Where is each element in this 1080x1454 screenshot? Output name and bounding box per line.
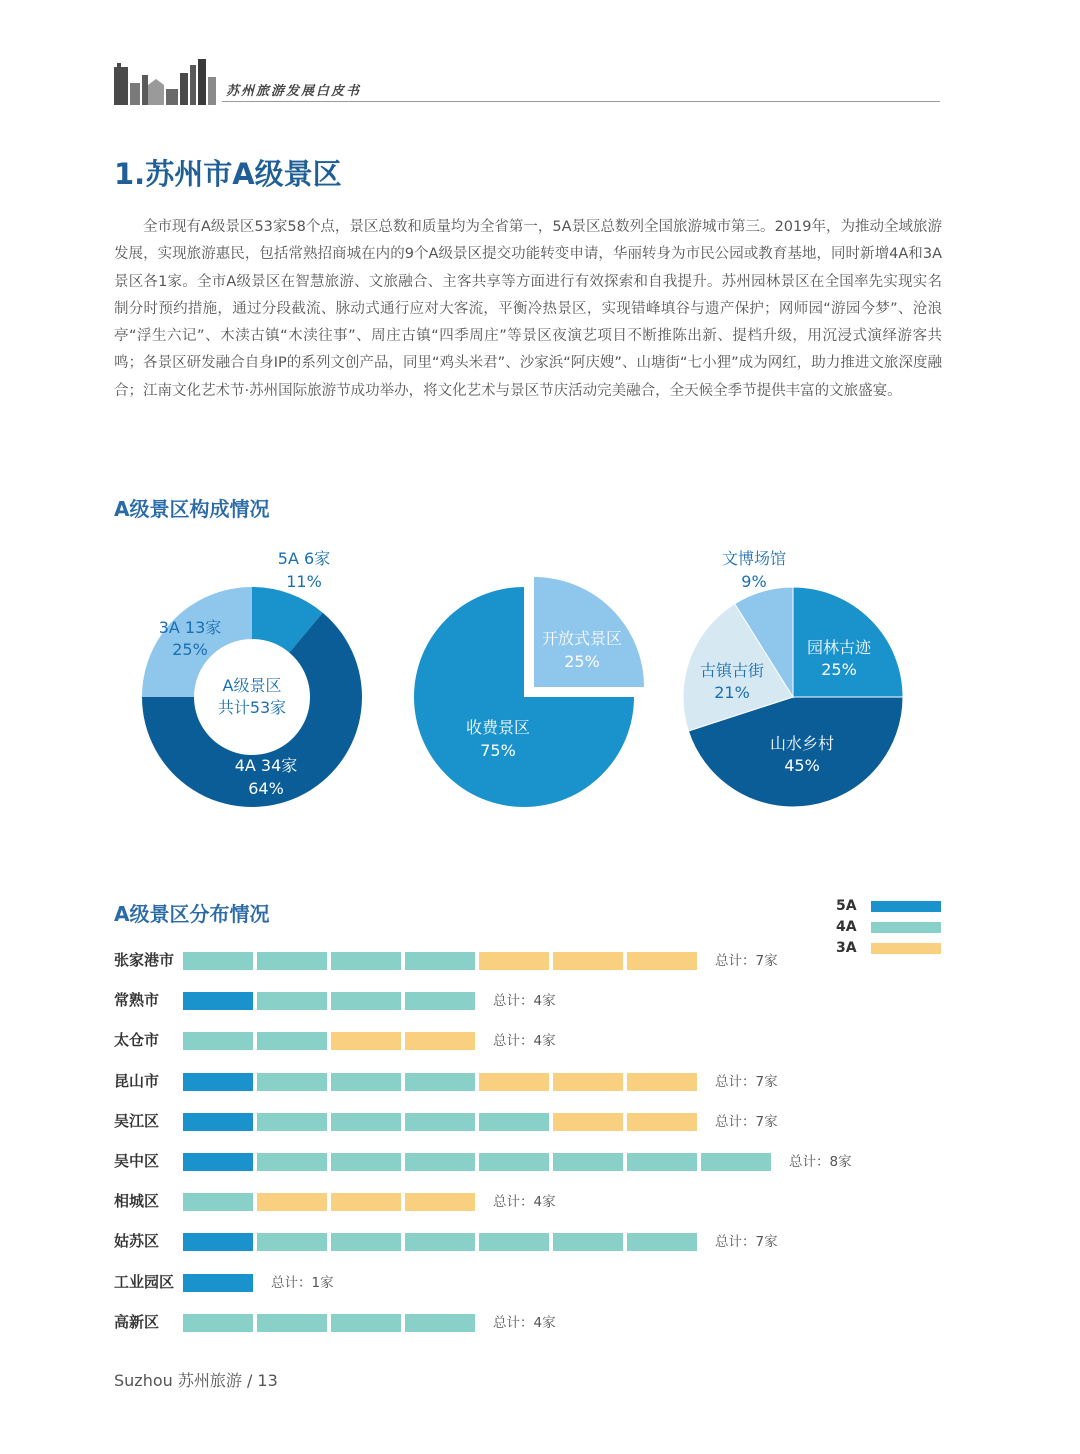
intro-paragraph: 全市现有A级景区53家58个点，景区总数和质量均为全省第一，5A景区总数列全国旅游城市第三。2019年，为推动全域旅游发展，实现旅游惠民，包括常熟招商城在内的9个A级景区提交功能转变申请，华丽转身为市民公园或教育基地，同时新增4A和3A景区各1家。全市A级景区在智慧旅游、文旅融合、主客共享等方面进行有效探索和自我提升。苏州园林景区在全国率先实现实名制分时预约措施，通过分段截流、脉动式通行应对大客流，平衡冷热景区，实现错峰填谷与遗产保护；网师园“游园今梦”、沧浪亭“浮生六记”、木渎古镇“木渎往事”、周庄古镇“四季周庄”等景区夜演艺项目不断推陈出新、提档升级，用沉浸式演绎游客共鸣；各景区研发融合自身IP的系列文创产品，同里“鸡头米君”、沙家浜“阿庆嫂”、山塘街“七小狸”成为网红，助力推进文旅深度融合；江南文化艺术节·苏州国际旅游节成功举办，将文化艺术与景区节庆活动完美融合，全天候全季节提供丰富的文旅盛宴。 bbox=[114, 219, 942, 399]
bar-segment-5a bbox=[183, 992, 253, 1010]
bar-row bbox=[114, 1111, 934, 1131]
bar-total-label: 总计：4家 bbox=[493, 1314, 556, 1331]
bar-segment-3a bbox=[479, 952, 549, 970]
bar-segment-4a bbox=[257, 1233, 327, 1251]
bar-row bbox=[114, 1312, 934, 1332]
composition-title: A级景区构成情况 bbox=[114, 497, 270, 521]
bar-row bbox=[114, 1191, 934, 1211]
pie-label-landscape-village: 山水乡村 bbox=[769, 734, 835, 753]
bar-segment-4a bbox=[331, 992, 401, 1010]
bar-segment-4a bbox=[183, 1314, 253, 1332]
bar-category-label: 吴江区 bbox=[114, 1111, 160, 1130]
pie-percent-paid-scenic: 75% bbox=[480, 741, 516, 760]
bar-segment-3a bbox=[331, 1193, 401, 1211]
bar-segment-4a bbox=[257, 1314, 327, 1332]
bar-total-label: 总计：7家 bbox=[715, 1234, 778, 1251]
bar-segment-3a bbox=[627, 1073, 697, 1091]
pie-label-garden-heritage: 园林古迹 bbox=[806, 638, 872, 657]
bar-category-label: 昆山市 bbox=[114, 1071, 160, 1090]
bar-segment-4a bbox=[331, 1073, 401, 1091]
pie-percent-museum: 9% bbox=[741, 572, 767, 591]
bar-total-label: 总计：1家 bbox=[271, 1274, 334, 1291]
bar-segment-4a bbox=[331, 1153, 401, 1171]
section-title: 1.苏州市A级景区 bbox=[114, 157, 342, 191]
header-divider bbox=[222, 101, 940, 102]
bar-segment-3a bbox=[331, 1032, 401, 1050]
bar-segment-5a bbox=[183, 1153, 253, 1171]
bar-total-label: 总计：4家 bbox=[493, 993, 556, 1010]
bar-segment-4a bbox=[257, 1113, 327, 1131]
bar-segment-4a bbox=[331, 952, 401, 970]
bar-category-label: 常熟市 bbox=[114, 991, 160, 1010]
bar-segment-4a bbox=[627, 1153, 697, 1171]
bar-segment-4a bbox=[183, 952, 253, 970]
bar-segment-3a bbox=[553, 1073, 623, 1091]
donut-percent-5a: 11% bbox=[286, 572, 322, 591]
bar-segment-4a bbox=[257, 1153, 327, 1171]
donut-label-3a: 3A 13家 bbox=[158, 618, 222, 637]
bar-row bbox=[114, 1272, 934, 1292]
bar-segment-4a bbox=[405, 1314, 475, 1332]
bar-total-label: 总计：4家 bbox=[493, 1194, 556, 1211]
bar-segment-4a bbox=[257, 992, 327, 1010]
bar-segment-4a bbox=[479, 1233, 549, 1251]
bar-category-label: 吴中区 bbox=[114, 1152, 160, 1170]
bar-segment-5a bbox=[183, 1073, 253, 1091]
distribution-title: A级景区分布情况 bbox=[114, 902, 270, 926]
bar-segment-5a bbox=[183, 1274, 253, 1292]
bar-total-label: 总计：4家 bbox=[493, 1033, 556, 1050]
pie-label-paid-scenic: 收费景区 bbox=[465, 718, 531, 737]
bar-segment-4a bbox=[257, 1073, 327, 1091]
bar-row bbox=[114, 990, 934, 1010]
page-footer: Suzhou 苏州旅游 / 13 bbox=[114, 1371, 278, 1390]
bar-segment-4a bbox=[553, 1153, 623, 1171]
legend-swatch-5a bbox=[871, 901, 941, 912]
bar-category-label: 太仓市 bbox=[114, 1031, 160, 1050]
bar-segment-4a bbox=[183, 1193, 253, 1211]
bar-segment-3a bbox=[553, 1113, 623, 1131]
bar-segment-3a bbox=[257, 1193, 327, 1211]
pie-label-ancient-town: 古镇古街 bbox=[699, 661, 765, 680]
bar-segment-3a bbox=[627, 952, 697, 970]
city-skyline-logo bbox=[112, 55, 220, 105]
bar-segment-3a bbox=[405, 1193, 475, 1211]
bar-segment-4a bbox=[627, 1233, 697, 1251]
bar-segment-4a bbox=[405, 1153, 475, 1171]
legend-label-5a: 5A bbox=[836, 898, 857, 914]
bar-segment-4a bbox=[331, 1113, 401, 1131]
legend-label-3a: 3A bbox=[836, 940, 857, 956]
bar-row bbox=[114, 950, 934, 970]
bar-category-label: 相城区 bbox=[114, 1192, 160, 1211]
bar-segment-4a bbox=[553, 1233, 623, 1251]
bar-segment-4a bbox=[405, 1073, 475, 1091]
bar-row bbox=[114, 1030, 934, 1050]
donut-percent-3a: 25% bbox=[172, 640, 208, 659]
composition-charts bbox=[0, 530, 1080, 820]
donut-center-label: A级景区 bbox=[222, 676, 282, 695]
bar-segment-4a bbox=[331, 1314, 401, 1332]
bar-segment-4a bbox=[183, 1032, 253, 1050]
header-title: 苏州旅游发展白皮书 bbox=[226, 84, 362, 99]
bar-segment-4a bbox=[479, 1153, 549, 1171]
bar-row bbox=[114, 1071, 934, 1091]
pie-percent-ancient-town: 21% bbox=[714, 683, 750, 702]
legend-swatch-4a bbox=[871, 922, 941, 933]
pie-label-museum: 文博场馆 bbox=[721, 549, 787, 568]
bar-segment-5a bbox=[183, 1233, 253, 1251]
bar-row bbox=[114, 1151, 934, 1171]
bar-segment-4a bbox=[479, 1113, 549, 1131]
donut-center-total: 共计53家 bbox=[217, 698, 287, 717]
bar-total-label: 总计：8家 bbox=[789, 1154, 852, 1170]
bar-total-label: 总计：7家 bbox=[715, 953, 778, 969]
pie-percent-open-scenic: 25% bbox=[564, 652, 600, 671]
pie-percent-garden-heritage: 25% bbox=[821, 660, 857, 679]
bar-category-label: 张家港市 bbox=[114, 951, 175, 969]
pie-label-open-scenic: 开放式景区 bbox=[541, 629, 623, 648]
bar-segment-3a bbox=[405, 1032, 475, 1050]
bar-row bbox=[114, 1231, 934, 1251]
bar-total-label: 总计：7家 bbox=[715, 1113, 778, 1130]
donut-label-5a: 5A 6家 bbox=[277, 549, 331, 568]
donut-label-4a: 4A 34家 bbox=[234, 756, 298, 775]
bar-segment-4a bbox=[331, 1233, 401, 1251]
bar-segment-4a bbox=[257, 1032, 327, 1050]
bar-segment-4a bbox=[257, 952, 327, 970]
bar-total-label: 总计：7家 bbox=[715, 1073, 778, 1090]
bar-segment-3a bbox=[553, 952, 623, 970]
bar-category-label: 姑苏区 bbox=[114, 1232, 160, 1251]
donut-percent-4a: 64% bbox=[248, 779, 284, 798]
bar-category-label: 工业园区 bbox=[114, 1272, 175, 1291]
bar-segment-4a bbox=[701, 1153, 771, 1171]
bar-category-label: 高新区 bbox=[114, 1312, 160, 1331]
bar-segment-4a bbox=[405, 992, 475, 1010]
bar-segment-4a bbox=[405, 1233, 475, 1251]
bar-segment-3a bbox=[627, 1113, 697, 1131]
legend-label-4a: 4A bbox=[836, 919, 857, 935]
bar-segment-3a bbox=[479, 1073, 549, 1091]
bar-segment-4a bbox=[405, 1113, 475, 1131]
pie-percent-landscape-village: 45% bbox=[784, 756, 820, 775]
bar-segment-5a bbox=[183, 1113, 253, 1131]
bar-segment-4a bbox=[405, 952, 475, 970]
